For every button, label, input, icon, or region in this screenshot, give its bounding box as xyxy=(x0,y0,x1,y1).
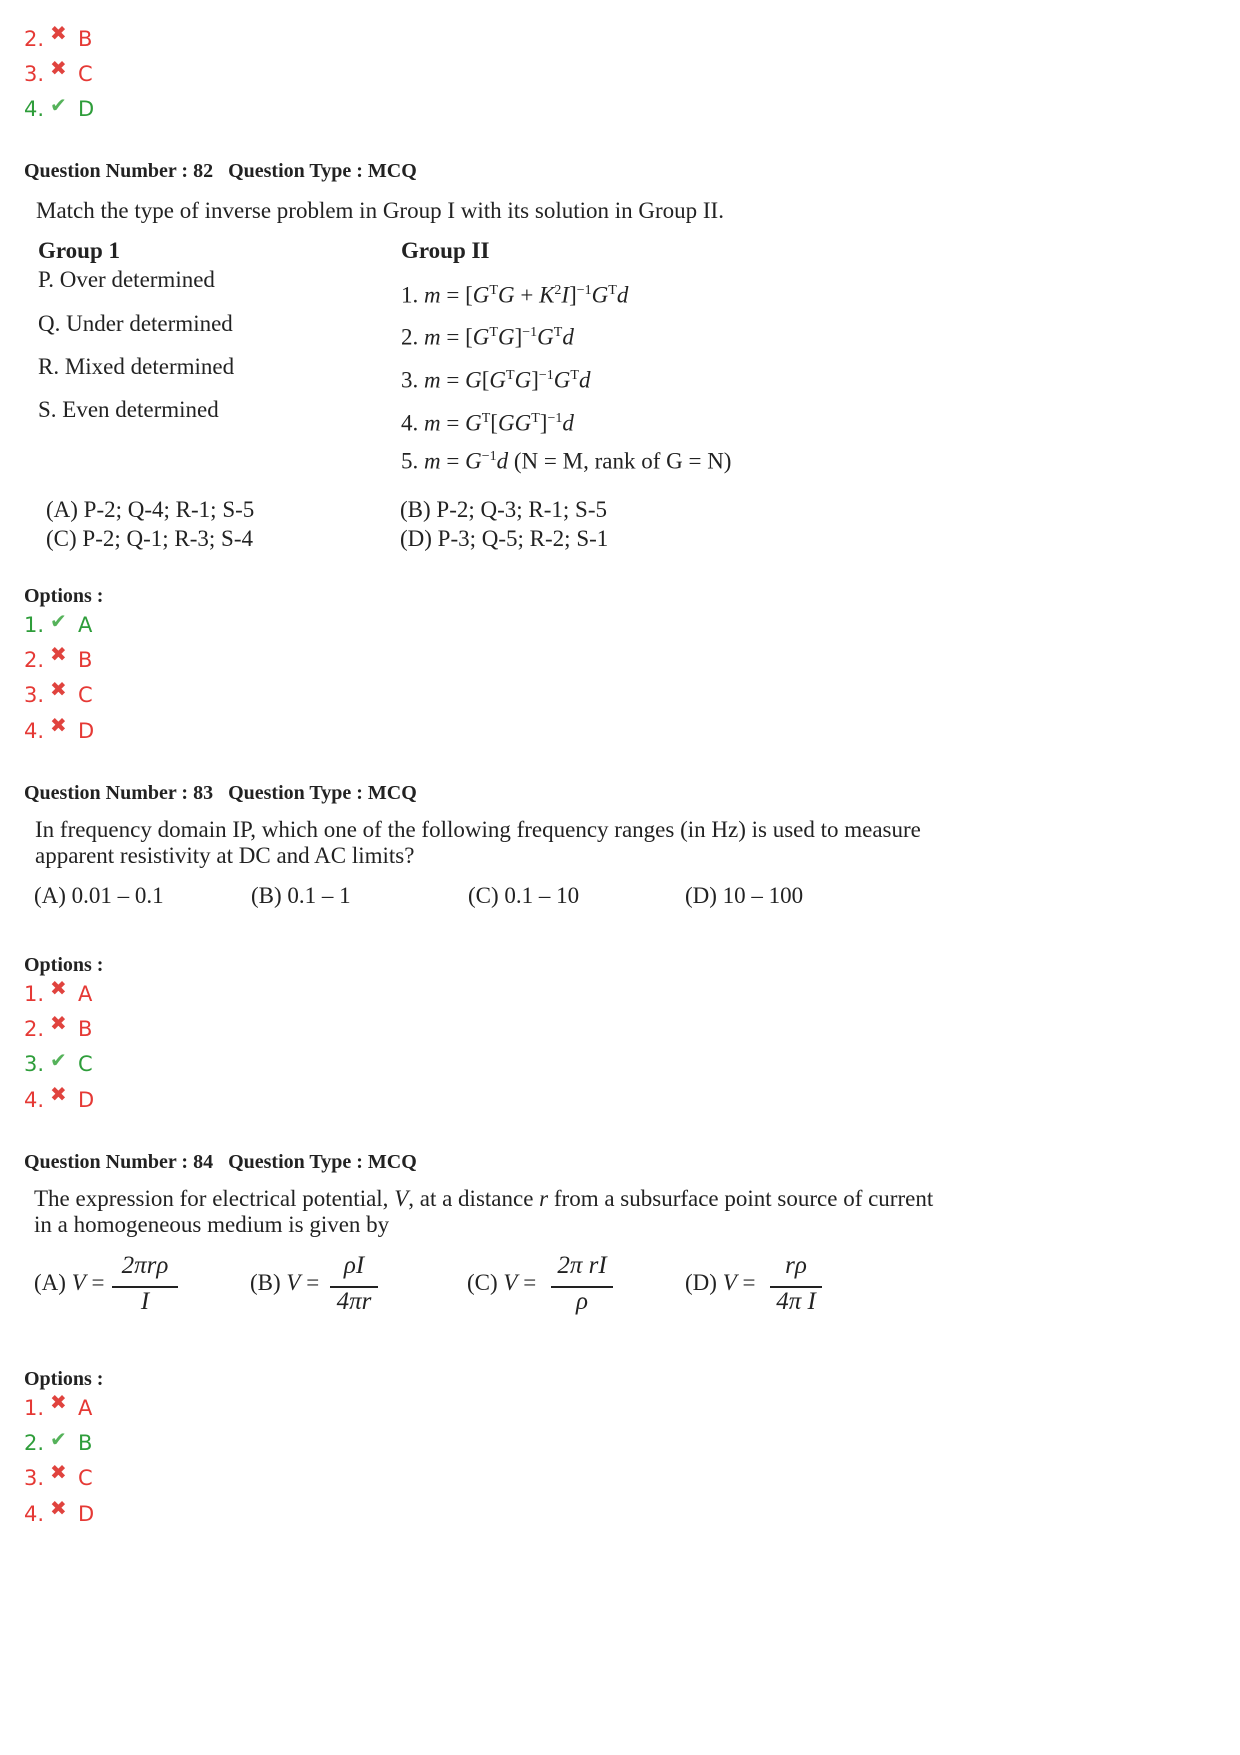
options-label: Options : xyxy=(24,1368,104,1390)
question-stem-line2: in a homogeneous medium is given by xyxy=(34,1212,390,1237)
choice-a-numerator: 2πrρ xyxy=(121,1252,169,1279)
option-number: 3. xyxy=(24,1052,45,1076)
option-number: 1. xyxy=(24,982,45,1006)
option-row[interactable] xyxy=(24,976,93,1009)
option-letter: B xyxy=(78,27,93,51)
choice-a-label: (A) V = xyxy=(34,1270,105,1295)
choice-c-denominator: ρ xyxy=(576,1288,588,1315)
option-row[interactable] xyxy=(24,1496,95,1529)
question-number: Question Number : 84 xyxy=(24,1151,214,1173)
question-number: Question Number : 83 xyxy=(24,782,214,804)
option-number: 4. xyxy=(24,719,45,743)
group2-item-5-tail: (N = M, rank of G = N) xyxy=(513,448,732,474)
choice-d: (D) 10 – 100 xyxy=(685,883,804,908)
group2-title: Group II xyxy=(401,238,490,263)
question-stem-line1: In frequency domain IP, which one of the following frequency ranges (in Hz) is used to measure xyxy=(35,817,921,842)
group1-item: P. Over determined xyxy=(38,267,215,292)
option-row[interactable] xyxy=(24,1011,93,1044)
choice-c-numerator: 2π rI xyxy=(557,1252,607,1279)
option-row[interactable] xyxy=(24,1049,93,1079)
option-row[interactable] xyxy=(24,677,93,710)
option-letter: D xyxy=(78,1088,95,1112)
cross-icon: ✖ xyxy=(50,677,67,701)
cross-icon: ✖ xyxy=(50,21,67,45)
option-number: 4. xyxy=(24,97,45,121)
option-row[interactable] xyxy=(24,713,95,746)
cross-icon: ✖ xyxy=(50,1496,67,1520)
question-header xyxy=(24,782,427,805)
option-letter: A xyxy=(78,1396,93,1420)
cross-icon: ✖ xyxy=(50,976,67,1000)
options-label: Options : xyxy=(24,585,104,607)
choice-a-denominator: I xyxy=(140,1288,150,1315)
group1-item: Q. Under determined xyxy=(38,311,233,336)
option-number: 3. xyxy=(24,62,45,86)
option-letter: C xyxy=(78,1052,93,1076)
option-row[interactable] xyxy=(24,1460,93,1493)
option-letter: B xyxy=(78,648,93,672)
group1-title: Group 1 xyxy=(38,238,121,263)
cross-icon: ✖ xyxy=(50,1082,67,1106)
choice-b-denominator: 4πr xyxy=(336,1288,372,1315)
option-row[interactable] xyxy=(24,56,93,89)
option-letter: D xyxy=(78,719,95,743)
option-number: 4. xyxy=(24,1088,45,1112)
option-number: 2. xyxy=(24,648,45,672)
option-number: 2. xyxy=(24,27,45,51)
question-type: Question Type : MCQ xyxy=(228,160,417,182)
question-stem: Match the type of inverse problem in Group I with its solution in Group II. xyxy=(36,198,724,223)
choice-a: (A) P-2; Q-4; R-1; S-5 xyxy=(46,497,255,522)
option-row[interactable] xyxy=(24,1428,92,1458)
option-letter: A xyxy=(78,982,93,1006)
group2-item-4: 4. $m = G^T[GG^T]^{-1}d$ xyxy=(401,410,574,436)
choice-d: (D) P-3; Q-5; R-2; S-1 xyxy=(400,526,609,551)
group1-item: S. Even determined xyxy=(38,397,219,422)
question-type: Question Type : MCQ xyxy=(228,782,417,804)
check-icon: ✔ xyxy=(50,1048,67,1072)
option-number: 3. xyxy=(24,683,45,707)
option-row[interactable] xyxy=(24,94,94,124)
cross-icon: ✖ xyxy=(50,642,67,666)
choice-c: (C) P-2; Q-1; R-3; S-4 xyxy=(46,526,253,551)
group1-item: R. Mixed determined xyxy=(38,354,235,379)
group2-item-2: 2. $m = [G^TG]^{-1}G^Td$ xyxy=(401,324,574,350)
choice-c-label: (C) V = xyxy=(467,1270,537,1295)
cross-icon: ✖ xyxy=(50,713,67,737)
option-letter: C xyxy=(78,1466,93,1490)
option-letter: A xyxy=(78,613,93,637)
option-number: 4. xyxy=(24,1502,45,1526)
option-row[interactable] xyxy=(24,21,93,54)
group2-item-5: 5. $m = G^{-1}d$ (N = M, rank of G = N) xyxy=(401,448,732,474)
option-letter: C xyxy=(78,683,93,707)
check-icon: ✔ xyxy=(50,1427,67,1451)
check-icon: ✔ xyxy=(50,609,67,633)
question-stem-line2: apparent resistivity at DC and AC limits? xyxy=(35,843,415,868)
option-letter: B xyxy=(78,1431,93,1455)
option-number: 1. xyxy=(24,1396,45,1420)
choice-d-denominator: 4π I xyxy=(776,1288,816,1315)
check-icon: ✔ xyxy=(50,93,67,117)
option-number: 2. xyxy=(24,1017,45,1041)
option-row[interactable] xyxy=(24,1390,93,1423)
option-row[interactable] xyxy=(24,642,93,675)
option-letter: C xyxy=(78,62,93,86)
option-row[interactable] xyxy=(24,1082,95,1115)
question-header xyxy=(24,160,427,183)
question-type: Question Type : MCQ xyxy=(228,1151,417,1173)
option-letter: B xyxy=(78,1017,93,1041)
choice-c: (C) 0.1 – 10 xyxy=(468,883,580,908)
choice-a: (A) 0.01 – 0.1 xyxy=(34,883,164,908)
group2-item-3: 3. $m = G[G^TG]^{-1}G^Td$ xyxy=(401,367,591,393)
choice-d-label: (D) V = xyxy=(685,1270,756,1295)
choice-d-numerator: rρ xyxy=(785,1252,807,1279)
option-number: 2. xyxy=(24,1431,45,1455)
options-label: Options : xyxy=(24,954,104,976)
choice-b-label: (B) V = xyxy=(250,1270,320,1295)
option-row[interactable] xyxy=(24,610,92,640)
cross-icon: ✖ xyxy=(50,1390,67,1414)
option-number: 1. xyxy=(24,613,45,637)
option-number: 3. xyxy=(24,1466,45,1490)
cross-icon: ✖ xyxy=(50,1460,67,1484)
cross-icon: ✖ xyxy=(50,56,67,80)
choice-b: (B) P-2; Q-3; R-1; S-5 xyxy=(400,497,607,522)
option-letter: D xyxy=(78,97,95,121)
option-letter: D xyxy=(78,1502,95,1526)
cross-icon: ✖ xyxy=(50,1011,67,1035)
question-stem-line1: The expression for electrical potential, V, at a distance r from a subsurface point source of current xyxy=(34,1186,934,1211)
question-header xyxy=(24,1151,427,1174)
choice-b-numerator: ρI xyxy=(343,1252,365,1279)
group2-item-1: 1. $m = [G^TG + K^2I]^{-1}G^Td$ xyxy=(401,282,629,308)
choice-b: (B) 0.1 – 1 xyxy=(251,883,351,908)
question-number: Question Number : 82 xyxy=(24,160,214,182)
